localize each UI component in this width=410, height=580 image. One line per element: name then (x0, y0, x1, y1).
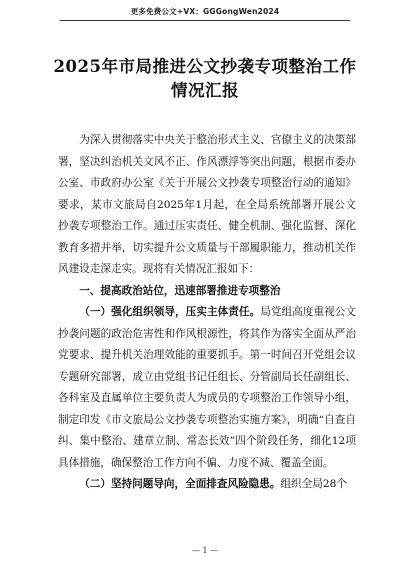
section-1-heading: 一、提高政治站位，迅速部署推进专项整治 (79, 284, 281, 297)
section-1-2-paragraph (58, 474, 356, 496)
title-line-1: 2025年市局推进公文抄袭专项整治工作 (53, 57, 357, 76)
section-1-1-paragraph (58, 302, 356, 474)
section-1-1-text: 局党组高度重视公文抄袭问题的政治危害性和作风根源性，将其作为落实全面从严治党要求、提升机关治理效能的重要抓手。第一时间召开党组会议专题研究部署，成立由党组书记任组长、分管副局长任副组长、各科室及直属单位主要负责人为成员的专项整治工作领导小组，制定印发《市文旅局公文抄袭专项整治实施方案》，明确“自查自纠、集中整治、建章立制、常态长效”四个阶段任务，细化12项具体措施，确保整治工作方向不偏、力度不减、覆盖全面。 (58, 306, 357, 469)
title-line-2: 情况汇报 (171, 81, 239, 100)
section-1-2-heading: （二）坚持问题导向，全面排查风险隐患。 (79, 478, 281, 490)
section-1-2-text: 组织全局28个 (280, 478, 347, 490)
document-body (58, 130, 356, 496)
section-1-1-heading: （一）强化组织领导，压实主体责任。 (79, 306, 261, 318)
intro-paragraph: 为深入贯彻落实中央关于整治形式主义、官僚主义的决策部署，坚决纠治机关文风不正、作风漂浮等突出问题，根据市委办公室、市政府办公室《关于开展公文抄袭专项整治行动的通知》要求，某市文旅局自2025年1月起，在全局系统部署开展公文抄袭专项整治工作。通过压实责任、健全机制、强化监督、深化教育多措并举，切实提升公文质量与干部履职能力，推动机关作风建设走深走实。现将有关情况汇报如下： (58, 134, 356, 275)
page-number: — 1 — (191, 546, 219, 555)
document-title (40, 55, 370, 103)
page-header: 更多免费公文+VX：GGGongWen2024 (130, 7, 280, 16)
header-divider (60, 20, 350, 21)
